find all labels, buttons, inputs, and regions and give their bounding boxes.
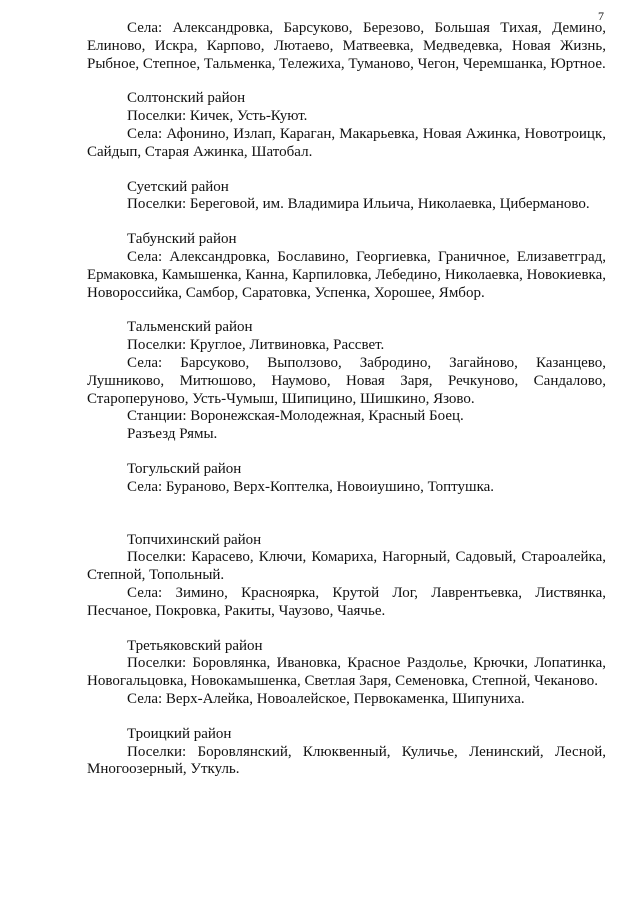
district-heading: Тальменский район — [127, 319, 253, 336]
settlements-line: Села: Верх-Алейка, Новоалейское, Первокаменка, Шипуниха. — [127, 690, 525, 707]
district-talmensky — [87, 319, 606, 444]
district-soltonsky — [87, 90, 606, 161]
page-number: 7 — [598, 9, 604, 23]
settlements-line: Станции: Воронежская-Молодежная, Красный Боец. — [127, 408, 464, 425]
settlements-line: Поселки: Боровлянка, Ивановка, Красное Раздолье, Крючки, Лопатинка, Новогальцовка, Новокамышенка, Светлая Заря, Семеновка, Степной, Чеканово. — [87, 655, 606, 690]
settlements-line: Поселки: Круглое, Литвиновка, Рассвет. — [127, 337, 385, 354]
district-heading: Топчихинский район — [127, 531, 262, 548]
settlements-line: Села: Зимино, Красноярка, Крутой Лог, Лаврентьевка, Листвянка, Песчаное, Покровка, Ракиты, Чаузово, Чаячье. — [87, 584, 606, 619]
settlements-line: Поселки: Береговой, им. Владимира Ильича, Николаевка, Циберманово. — [127, 196, 590, 213]
district-troitsky — [87, 726, 606, 779]
settlements-line: Разъезд Рямы. — [127, 426, 218, 443]
district-heading: Табунский район — [127, 231, 237, 248]
settlements-line: Поселки: Кичек, Усть-Куют. — [127, 108, 308, 125]
district-heading: Суетский район — [127, 178, 229, 195]
district-tretyakovsky — [87, 638, 606, 709]
settlements-line: Села: Афонино, Излап, Караган, Макарьевка, Новая Ажинка, Новотроицк, Сайдып, Старая Ажинка, Шатобал. — [87, 125, 606, 160]
district-togulsky — [87, 461, 606, 497]
district-tabunsky — [87, 231, 606, 302]
settlements-line: Поселки: Боровлянский, Клюквенный, Куличье, Ленинский, Лесной, Многоозерный, Уткуль. — [87, 743, 606, 778]
settlements-line: Села: Барсуково, Выползово, Забродино, Загайново, Казанцево, Лушниково, Митюшово, Наумово, Новая Заря, Речкуново, Сандалово, Староперуново, Усть-Чумыш, Шипицино, Шишкино, Язово. — [87, 354, 606, 407]
district-heading: Третьяковский район — [127, 637, 263, 654]
district-suetsky — [87, 179, 606, 215]
settlements-line: Поселки: Карасево, Ключи, Комариха, Нагорный, Садовый, Староалейка, Степной, Топольный. — [87, 549, 606, 584]
continuation-section — [87, 20, 606, 73]
district-heading: Солтонский район — [127, 90, 246, 107]
settlements-line: Села: Александровка, Бославино, Георгиевка, Граничное, Елизаветград, Ермаковка, Камышенка, Канна, Карпиловка, Лебедино, Николаевка, Новокиевка, Новороссийка, Самбор, Саратовка, Успенка, Хорошее, Ямбор. — [87, 248, 606, 301]
district-heading: Тогульский район — [127, 460, 242, 477]
settlements-line: Села: Бураново, Верх-Коптелка, Новоиушино, Топтушка. — [127, 478, 495, 495]
district-topchikhinsky — [87, 532, 606, 621]
district-heading: Троицкий район — [127, 725, 232, 742]
continuation-villages: Села: Александровка, Барсуково, Березово, Большая Тихая, Демино, Елиново, Искра, Карпово, Лютаево, Матвеевка, Медведевка, Новая Жизнь, Рыбное, Степное, Тальменка, Тележиха, Туманово, Чегон, Черемшанка, Юртное. — [87, 20, 606, 72]
